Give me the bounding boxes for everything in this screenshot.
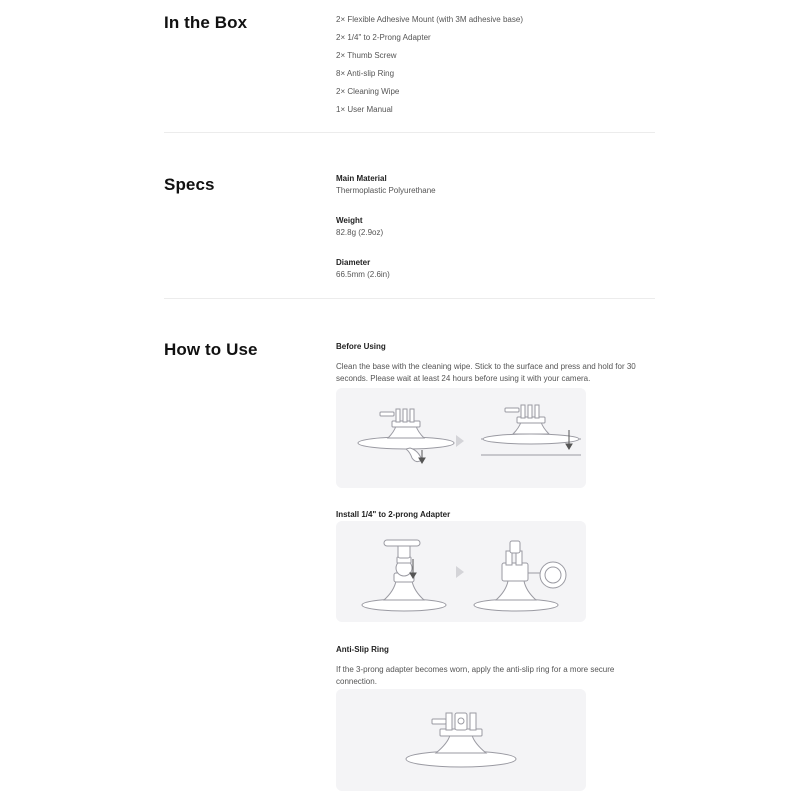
step-title-before-using: Before Using bbox=[336, 342, 386, 351]
anti-slip-ring-illustration bbox=[336, 689, 586, 791]
in-the-box-list bbox=[336, 14, 523, 122]
mount-illustration bbox=[336, 689, 586, 791]
list-item: 2× Thumb Screw bbox=[336, 51, 397, 60]
step-title-install-adapter: Install 1/4" to 2-prong Adapter bbox=[336, 510, 451, 519]
install-adapter-illustration bbox=[336, 521, 586, 622]
list-item: 8× Anti-slip Ring bbox=[336, 69, 395, 78]
spec-value: 66.5mm (2.6in) bbox=[336, 270, 390, 279]
list-item: 2× Cleaning Wipe bbox=[336, 87, 400, 96]
step-title-anti-slip-ring: Anti-Slip Ring bbox=[336, 645, 389, 654]
step-text-before-using: Clean the base with the cleaning wipe. Stick to the surface and press and hold for 30 seconds. Please wait at least 24 hours before using it with your camera. bbox=[336, 362, 636, 383]
step-text-anti-slip-ring: If the 3-prong adapter becomes worn, apply the anti-slip ring for a more secure connection. bbox=[336, 665, 615, 686]
spec-label: Main Material bbox=[336, 174, 387, 183]
specs-title: Specs bbox=[164, 175, 215, 194]
spec-label: Weight bbox=[336, 216, 363, 225]
spec-value: Thermoplastic Polyurethane bbox=[336, 186, 436, 195]
list-item: 1× User Manual bbox=[336, 105, 393, 114]
in-the-box-title: In the Box bbox=[164, 13, 248, 32]
next-arrow-icon bbox=[456, 435, 464, 447]
list-item: 2× Flexible Adhesive Mount (with 3M adhesive base) bbox=[336, 15, 523, 24]
spec-diameter bbox=[336, 257, 390, 281]
list-item: 2× 1/4" to 2-Prong Adapter bbox=[336, 33, 431, 42]
how-to-use-title: How to Use bbox=[164, 340, 258, 359]
before-using-illustration bbox=[336, 388, 586, 488]
spec-value: 82.8g (2.9oz) bbox=[336, 228, 384, 237]
section-divider bbox=[164, 298, 655, 299]
section-divider bbox=[164, 132, 655, 133]
spec-weight bbox=[336, 215, 383, 239]
spec-main-material bbox=[336, 173, 436, 197]
next-arrow-icon bbox=[456, 566, 464, 578]
spec-label: Diameter bbox=[336, 258, 371, 267]
mount-illustration bbox=[336, 388, 586, 488]
mount-illustration bbox=[336, 521, 586, 622]
